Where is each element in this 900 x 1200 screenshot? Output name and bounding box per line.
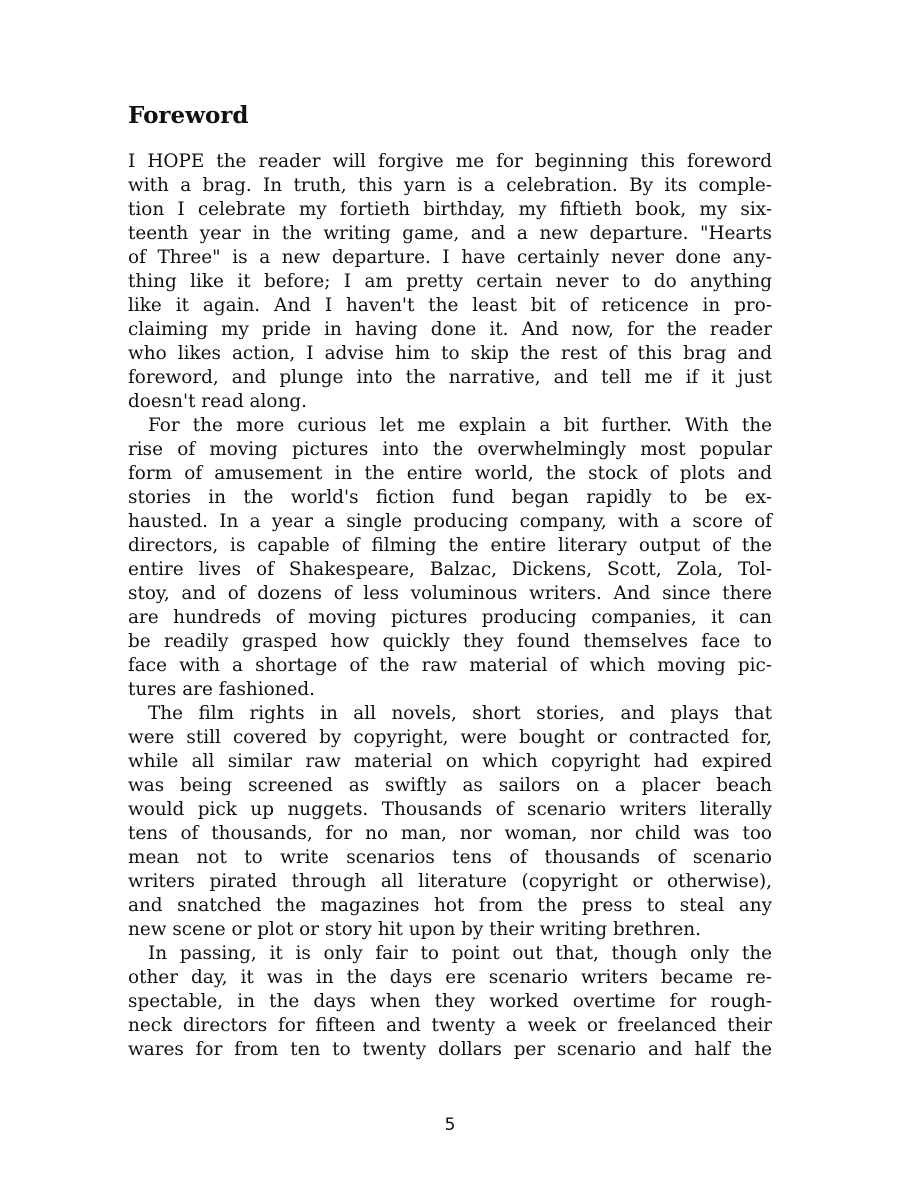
text-line: entire lives of Shakespeare, Balzac, Dickens, Scott, Zola, Tol- bbox=[128, 559, 772, 580]
text-line: with a brag. In truth, this yarn is a celebration. By its comple- bbox=[128, 175, 772, 196]
text-line: tens of thousands, for no man, nor woman, nor child was too bbox=[128, 823, 772, 844]
text-line: face with a shortage of the raw material of which moving pic- bbox=[128, 655, 772, 676]
text-line: stories in the world's fiction fund began rapidly to be ex- bbox=[128, 487, 772, 508]
text-line: writers pirated through all literature (copyright or otherwise), bbox=[128, 871, 772, 892]
text-line: In passing, it is only fair to point out that, though only the bbox=[148, 943, 772, 964]
page-number: 5 bbox=[444, 1115, 456, 1135]
text-line: was being screened as swiftly as sailors on a placer beach bbox=[128, 775, 772, 796]
text-line: stoy, and of dozens of less voluminous writers. And since there bbox=[128, 583, 772, 604]
paragraph bbox=[128, 414, 772, 702]
text-line: mean not to write scenarios tens of thousands of scenario bbox=[128, 847, 772, 868]
text-line: hausted. In a year a single producing company, with a score of bbox=[128, 511, 772, 532]
text-line: would pick up nuggets. Thousands of scenario writers literally bbox=[128, 799, 772, 820]
text-line: while all similar raw material on which copyright had expired bbox=[128, 751, 772, 772]
foreword-text bbox=[128, 150, 772, 1062]
text-line: thing like it before; I am pretty certain never to do anything bbox=[128, 271, 772, 292]
text-line: tion I celebrate my fortieth birthday, my fiftieth book, my six- bbox=[128, 199, 772, 220]
text-line: are hundreds of moving pictures producing companies, it can bbox=[128, 607, 772, 628]
text-line: be readily grasped how quickly they found themselves face to bbox=[128, 631, 772, 652]
text-line: of Three" is a new departure. I have certainly never done any- bbox=[128, 247, 772, 268]
text-line: tures are fashioned. bbox=[128, 679, 316, 700]
text-line: wares for from ten to twenty dollars per scenario and half the bbox=[128, 1039, 772, 1060]
text-line: were still covered by copyright, were bought or contracted for, bbox=[128, 727, 772, 748]
text-line: spectable, in the days when they worked overtime for rough- bbox=[128, 991, 772, 1012]
text-line: For the more curious let me explain a bit further. With the bbox=[148, 415, 772, 436]
text-line: other day, it was in the days ere scenario writers became re- bbox=[128, 967, 772, 988]
text-line: foreword, and plunge into the narrative, and tell me if it just bbox=[128, 367, 772, 388]
text-line: The film rights in all novels, short stories, and plays that bbox=[148, 703, 772, 724]
text-line: claiming my pride in having done it. And now, for the reader bbox=[128, 319, 772, 340]
text-line: new scene or plot or story hit upon by their writing brethren. bbox=[128, 919, 702, 940]
text-line: rise of moving pictures into the overwhelmingly most popular bbox=[128, 439, 772, 460]
text-line: who likes action, I advise him to skip the rest of this brag and bbox=[128, 343, 772, 364]
paragraph bbox=[128, 150, 772, 414]
text-line: neck directors for fifteen and twenty a week or freelanced their bbox=[128, 1015, 772, 1036]
text-line: like it again. And I haven't the least bit of reticence in pro- bbox=[128, 295, 772, 316]
chapter-heading: Foreword bbox=[128, 102, 249, 129]
paragraph bbox=[128, 702, 772, 942]
text-line: and snatched the magazines hot from the press to steal any bbox=[128, 895, 772, 916]
text-line: I HOPE the reader will forgive me for beginning this foreword bbox=[128, 151, 772, 172]
text-line: teenth year in the writing game, and a new departure. "Hearts bbox=[128, 223, 772, 244]
text-line: directors, is capable of filming the entire literary output of the bbox=[128, 535, 772, 556]
paragraph bbox=[128, 942, 772, 1062]
text-line: doesn't read along. bbox=[128, 391, 307, 412]
text-line: form of amusement in the entire world, the stock of plots and bbox=[128, 463, 772, 484]
